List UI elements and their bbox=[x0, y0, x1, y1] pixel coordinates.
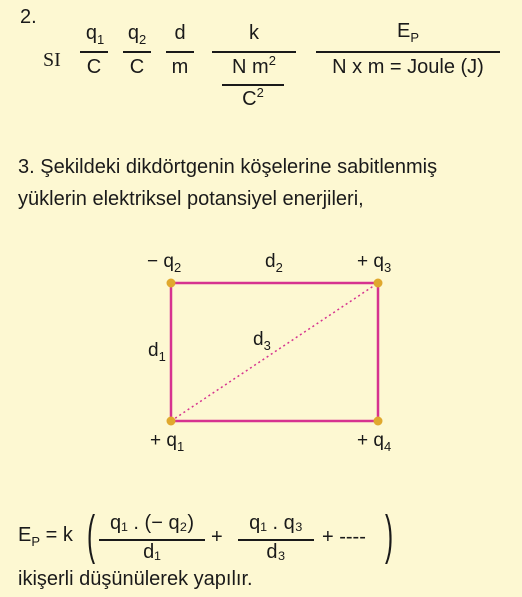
unit-q2-denominator: C bbox=[129, 56, 145, 78]
si-label: SI bbox=[43, 49, 61, 71]
formula-footer: ikişerli düşünülerek yapılır. bbox=[18, 568, 253, 590]
unit-q2-numerator: $q_2$ bbox=[127, 22, 147, 47]
label-d1: $d_1$ bbox=[148, 340, 166, 364]
unit-d-denominator: m bbox=[171, 56, 189, 78]
paren-close: ) bbox=[385, 505, 394, 565]
formula-tail: + ---- bbox=[322, 526, 366, 548]
unit-ep-denominator: N x m = Joule (J) bbox=[332, 56, 484, 78]
charge-dot-top-left bbox=[167, 279, 176, 288]
term1-numerator: q₁ . (− q₂) bbox=[110, 512, 194, 534]
label-plus-q1: + $q_1$ bbox=[150, 430, 185, 454]
item3-line1: 3. Şekildeki dikdörtgenin köşelerine sabitlenmiş bbox=[18, 156, 438, 178]
term2-denominator: d₃ bbox=[266, 541, 286, 563]
label-minus-q2: − $q_2$ bbox=[147, 251, 182, 275]
charge-dot-bottom-right bbox=[374, 417, 383, 426]
unit-q1-numerator: $q_1$ bbox=[85, 22, 105, 47]
label-plus-q4: + $q_4$ bbox=[357, 430, 392, 454]
unit-d-numerator: d bbox=[174, 22, 186, 44]
term2-numerator: q₁ . q₃ bbox=[249, 512, 303, 534]
label-plus-q3: + $q_3$ bbox=[357, 251, 392, 275]
formula-plus: + bbox=[211, 526, 223, 548]
unit-k-den-top: N $m^2$ bbox=[232, 53, 276, 78]
item2-number: 2. bbox=[20, 6, 37, 28]
unit-k-den-bottom: $C^2$ bbox=[242, 85, 264, 110]
diagonal-line bbox=[171, 283, 378, 421]
formula-lhs: $E_P = k$ bbox=[18, 524, 73, 549]
item3-line2: yüklerin elektriksel potansiyel enerjileri, bbox=[18, 188, 364, 210]
label-d2: $d_2$ bbox=[265, 251, 283, 275]
term1-denominator: d₁ bbox=[143, 541, 161, 563]
unit-k-numerator: k bbox=[249, 22, 259, 44]
label-d3: $d_3$ bbox=[253, 329, 271, 353]
paren-open: ( bbox=[87, 505, 96, 565]
charge-dot-top-right bbox=[374, 279, 383, 288]
charge-dot-bottom-left bbox=[167, 417, 176, 426]
unit-ep-numerator: $E_P$ bbox=[396, 20, 419, 45]
unit-q1-denominator: C bbox=[86, 56, 102, 78]
